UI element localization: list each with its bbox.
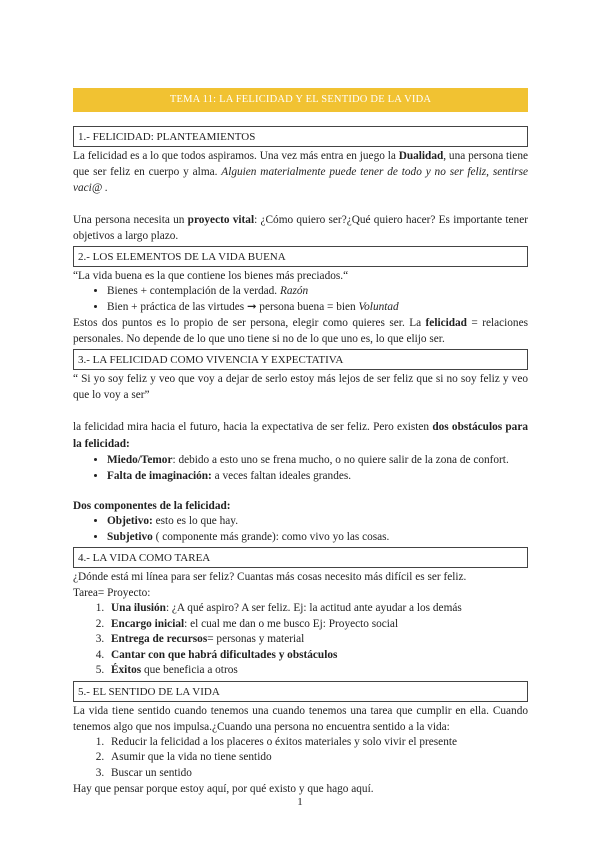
bold-text: Subjetivo [107, 530, 153, 543]
list-item [107, 663, 528, 679]
text: la felicidad mira hacia el futuro, hacia la expectativa de ser feliz. Pero existen [73, 421, 433, 433]
list-item: 2. Asumir que la vida no tiene sentido [107, 750, 528, 766]
list-item [107, 601, 528, 617]
text: Estos dos puntos es lo propio de ser persona, elegir como quieres ser. La [73, 317, 426, 329]
text: , una persona tiene que ser feliz en cuerpo y alma. [73, 150, 528, 178]
bullet-list-bienes [73, 284, 528, 315]
section-heading-3: 3.- LA FELICIDAD COMO VIVENCIA Y EXPECTATIVA [73, 349, 528, 370]
bold-text: Miedo/Temor [107, 454, 173, 466]
list-item [107, 514, 528, 530]
section-heading-1: 1.- FELICIDAD: PLANTEAMIENTOS [73, 126, 528, 147]
list-item [107, 530, 528, 546]
list-item [107, 469, 528, 485]
section-heading-4: 4.- LA VIDA COMO TAREA [73, 547, 528, 568]
paragraph-linea: ¿Dónde está mi línea para ser feliz? Cuantas más cosas necesito más difícil es ser feliz. [73, 571, 467, 583]
list-item [107, 453, 528, 469]
paragraph-futuro [73, 419, 528, 453]
text: ( componente más grande): como vivo yo las cosas. [152, 530, 390, 543]
numbered-list-tarea [73, 601, 528, 679]
italic-text: Razón [279, 285, 309, 297]
section-heading-2: 2.- LOS ELEMENTOS DE LA VIDA BUENA [73, 246, 528, 267]
bold-text: Dualidad [398, 150, 444, 162]
list-item [107, 648, 528, 664]
list-item: 1. Reducir la felicidad a los placeres o éxitos materiales y solo vivir el presente [107, 735, 528, 751]
bold-text: Éxitos [111, 664, 142, 676]
text: : ¿Cómo quiero ser?¿Qué quiero hacer? Es importante tener objetivos a largo plazo. [73, 214, 528, 242]
bold-text: Una ilusión [111, 602, 166, 614]
paragraph-persona [73, 315, 528, 347]
bold-text: Dos componentes de la felicidad: [73, 500, 231, 512]
italic-text: Alguien materialmente puede tener de todo y no ser feliz, sentirse vaci@ . [73, 166, 528, 194]
italic-text: Voluntad [358, 300, 399, 313]
text: Bien + práctica de las virtudes ➞ persona buena = bien [107, 300, 359, 313]
bold-text: dos obstáculos para la felicidad: [73, 421, 528, 450]
bullet-list-componentes [73, 514, 528, 545]
text: que beneficia a otros [141, 664, 238, 676]
text: = personas y material [207, 633, 305, 645]
text: esto es lo que hay. [152, 515, 239, 527]
list-item [107, 284, 528, 300]
bold-text: Falta de imaginación: [107, 469, 212, 482]
bold-text: Objetivo: [107, 515, 153, 527]
text: = relaciones personales. No depende de lo que uno tiene si no de lo que uno es, lo que elijo ser. [73, 317, 528, 345]
paragraph-felicidad [73, 148, 528, 196]
page-number: 1 [297, 796, 303, 808]
paragraph-final: Hay que pensar porque estoy aquí, por qué existo y que hago aquí. [73, 783, 374, 795]
list-item: 3. Buscar un sentido [107, 766, 528, 782]
list-item [107, 617, 528, 633]
paragraph-tarea: Tarea= Proyecto: [73, 587, 151, 599]
text: : ¿A qué aspiro? A ser feliz. Ej: la actitud ante ayudar a los demás [165, 602, 462, 614]
list-item [107, 300, 528, 316]
text: : el cual me dan o me busco Ej: Proyecto social [184, 617, 399, 630]
document-page [73, 88, 528, 797]
componentes-title [73, 498, 528, 514]
numbered-list-sentido [73, 735, 528, 782]
text: La felicidad es a lo que todos aspiramos. Una vez más entra en juego la [73, 150, 399, 162]
section-heading-5: 5.- EL SENTIDO DE LA VIDA [73, 681, 528, 702]
paragraph-proyecto-vital [73, 212, 528, 244]
text: Bienes + contemplación de la verdad. [107, 285, 280, 297]
text: Una persona necesita un [73, 214, 188, 226]
paragraph-sentido: La vida tiene sentido cuando tenemos una cuando tenemos una tarea que cumplir en ella. Cuando tenemos algo que nos impulsa.¿Cuando una persona no encuentra sentido a la vida: [73, 704, 528, 733]
bullet-list-obstaculos [73, 453, 528, 484]
quote-feliz: “ Si yo soy feliz y veo que voy a dejar de serlo estoy más lejos de ser feliz que si no soy feliz y veo que lo voy a ser” [73, 373, 528, 401]
text: : debido a esto uno se frena mucho, o no quiere salir de la zona de confort. [172, 454, 509, 466]
text: a veces faltan ideales grandes. [211, 469, 352, 482]
topic-banner: TEMA 11: LA FELICIDAD Y EL SENTIDO DE LA VIDA [73, 88, 528, 112]
bold-text: Encargo inicial [111, 617, 185, 630]
quote-vida-buena: “La vida buena es la que contiene los bienes más preciados.“ [73, 270, 349, 282]
list-item [107, 632, 528, 648]
bold-text: felicidad [425, 317, 467, 329]
bold-text: Cantar con que habrá dificultades y obstáculos [111, 648, 338, 661]
bold-text: Entrega de recursos [111, 633, 208, 645]
bold-text: proyecto vital [187, 214, 255, 226]
